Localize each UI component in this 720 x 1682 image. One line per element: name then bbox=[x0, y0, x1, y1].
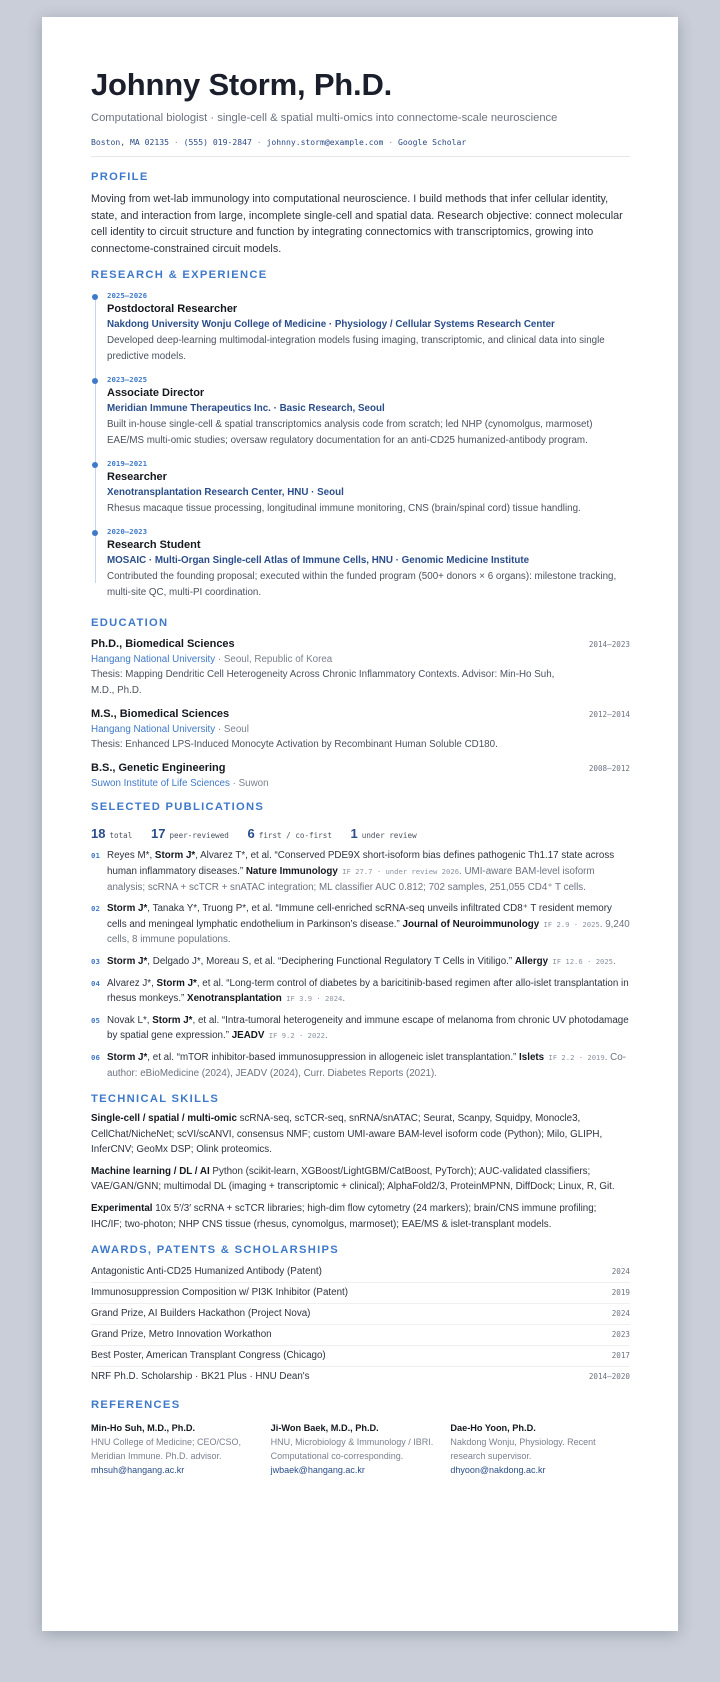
award-year: 2024 bbox=[611, 1309, 630, 1319]
stat-label: peer-reviewed bbox=[169, 831, 229, 841]
award-label: Immunosuppression Composition w/ PI3K Inhibitor (Patent) bbox=[91, 1287, 349, 1299]
publication-impact: IF 12.6 · 2025 bbox=[548, 956, 614, 966]
contact-location: Boston, MA 02135 bbox=[91, 137, 169, 147]
candidate-name: Johnny Storm, Ph.D. bbox=[91, 67, 393, 102]
stat-number: 18 bbox=[91, 826, 106, 842]
timeline-dot bbox=[92, 294, 98, 300]
experience-role: Research Student bbox=[107, 539, 201, 552]
stat-peer-reviewed bbox=[151, 823, 229, 842]
publication-journal: Islets bbox=[519, 1051, 545, 1063]
section-title-skills: TECHNICAL SKILLS bbox=[91, 1093, 220, 1106]
resume-page bbox=[42, 17, 678, 1631]
experience-role: Postdoctoral Researcher bbox=[107, 303, 238, 316]
reference-name: Min-Ho Suh, M.D., Ph.D. bbox=[91, 1423, 196, 1434]
experience-timeline bbox=[91, 291, 630, 601]
publication-impact: IF 9.2 · 2022 bbox=[264, 1031, 325, 1041]
stat-label: first / co-first bbox=[258, 831, 332, 841]
experience-item bbox=[91, 459, 630, 517]
publication-list bbox=[91, 848, 630, 1081]
education-years: 2014–2023 bbox=[588, 640, 630, 650]
publication-citation: , et al. “Intra-tumoral heterogeneity and immune escape of melanoma from chronic UV photodamage by spatial gene expression.” bbox=[107, 1014, 629, 1042]
publication-impact: IF 27.7 · under review 2026 bbox=[337, 866, 460, 876]
award-item bbox=[91, 1346, 630, 1367]
education-thesis: Thesis: Enhanced LPS-Induced Monocyte Activation by Recombinant Human Soluble CD180. bbox=[91, 739, 498, 751]
timeline-dot bbox=[92, 462, 98, 468]
experience-org: Nakdong University Wonju College of Medicine · Physiology / Cellular Systems Research Center bbox=[107, 319, 555, 331]
publication-note: . 9,240 cells, 8 immune populations. bbox=[107, 918, 630, 946]
publication-impact: IF 2.2 · 2019 bbox=[544, 1052, 605, 1062]
contact-phone: (555) 019-2847 bbox=[183, 137, 252, 147]
publication-authors-pre: Alvarez J*, bbox=[107, 977, 157, 989]
skill-group bbox=[91, 1111, 630, 1158]
publication-item bbox=[91, 1013, 630, 1044]
publication-item bbox=[91, 848, 630, 895]
skill-group-label: Experimental bbox=[91, 1203, 153, 1215]
education-list bbox=[91, 638, 630, 789]
education-school: Suwon Institute of Life Sciences bbox=[91, 778, 230, 790]
publication-self-author: Storm J* bbox=[107, 1051, 148, 1063]
experience-desc: Rhesus macaque tissue processing, longitudinal immune monitoring, CNS (brain/spinal cord) tissue handling. bbox=[107, 503, 581, 515]
publication-authors-pre: Reyes M*, bbox=[107, 850, 155, 862]
header-divider bbox=[91, 156, 630, 157]
stat-first-author bbox=[248, 823, 332, 842]
experience-date: 2025–2026 bbox=[107, 291, 148, 301]
publication-note: . bbox=[613, 955, 616, 967]
tagline: Computational biologist · single-cell & spatial multi-omics into connectome-scale neuroscience bbox=[91, 112, 558, 124]
publication-number: 05 bbox=[91, 1015, 100, 1025]
education-school-line bbox=[91, 654, 630, 665]
education-degree: M.S., Biomedical Sciences bbox=[91, 708, 230, 721]
award-item bbox=[91, 1283, 630, 1304]
skill-group-text: Python (scikit-learn, XGBoost/LightGBM/CatBoost, PyTorch); AUC-validated classifiers; VAE/GAN/GNN; multimodal DL (imaging + transcriptomic + clinical); AlphaFold2/3, ProteinMPNN, DiffDock; Linux, R, Git. bbox=[91, 1165, 615, 1193]
education-location: · Seoul, Republic of Korea bbox=[215, 654, 333, 666]
section-title-awards: AWARDS, PATENTS & SCHOLARSHIPS bbox=[91, 1244, 340, 1257]
contact-separator: · bbox=[251, 137, 267, 147]
award-label: Best Poster, American Transplant Congress (Chicago) bbox=[91, 1350, 326, 1362]
timeline-dot bbox=[92, 378, 98, 384]
publication-number: 04 bbox=[91, 978, 100, 988]
experience-desc: Developed deep-learning multimodal-integration models fusing imaging, transcriptomic, and clinical data into single predictive models. bbox=[107, 335, 605, 363]
skill-group bbox=[91, 1164, 630, 1195]
award-item bbox=[91, 1262, 630, 1283]
skill-group-label: Single-cell / spatial / multi-omic bbox=[91, 1113, 237, 1125]
publication-impact: IF 3.9 · 2024 bbox=[281, 994, 343, 1004]
publication-authors-pre: Novak L*, bbox=[107, 1014, 153, 1026]
experience-role: Researcher bbox=[107, 471, 167, 484]
award-label: Antagonistic Anti-CD25 Humanized Antibody (Patent) bbox=[91, 1266, 322, 1278]
publication-number: 02 bbox=[91, 904, 100, 914]
award-year: 2014–2020 bbox=[588, 1372, 630, 1382]
publication-impact: IF 2.9 · 2025 bbox=[539, 919, 600, 929]
award-item bbox=[91, 1367, 630, 1387]
reference-email-link[interactable]: dhyoon@nakdong.ac.kr bbox=[450, 1465, 546, 1476]
stat-number: 17 bbox=[150, 826, 166, 842]
skill-group bbox=[91, 1201, 630, 1232]
award-year: 2023 bbox=[611, 1330, 630, 1340]
stat-total bbox=[91, 823, 132, 842]
contact-line bbox=[91, 137, 630, 147]
google-scholar-link[interactable]: Google Scholar bbox=[398, 137, 467, 147]
reference-item bbox=[271, 1421, 451, 1477]
stat-number: 6 bbox=[247, 826, 255, 842]
experience-org: MOSAIC · Multi-Organ Single-cell Atlas of Immune Cells, HNU · Genomic Medicine Institute bbox=[107, 555, 530, 567]
education-thesis: Thesis: Mapping Dendritic Cell Heterogeneity Across Chronic Inflammatory Contexts. Advisor: Min-Ho Suh, M.D., Ph.D. bbox=[91, 669, 555, 697]
contact-email-link[interactable]: johnny.storm@example.com bbox=[266, 137, 384, 147]
contact-separator: · bbox=[168, 137, 184, 147]
contact-separator: · bbox=[383, 137, 399, 147]
profile-text: Moving from wet-lab immunology into computational neuroscience. I build methods that infer cellular identity, state, and interaction from large, incomplete single-cell and spatial data. Research objective: connect molecular cell identity to circuit structure and function by integrating connectomics with transcriptomics, growing into connectome-constrained circuit models. bbox=[91, 193, 623, 255]
education-school-line bbox=[91, 724, 630, 735]
reference-item bbox=[450, 1421, 630, 1477]
publication-item bbox=[91, 954, 630, 970]
publication-self-author: Storm J* bbox=[152, 1014, 193, 1026]
publication-citation: , Delgado J*, Moreau S, et al. “Deciphering Functional Regulatory T Cells in Vitiligo.” bbox=[147, 955, 515, 967]
reference-name: Dae-Ho Yoon, Ph.D. bbox=[450, 1423, 536, 1434]
publication-note: . bbox=[324, 1030, 328, 1042]
education-years: 2008–2012 bbox=[588, 764, 630, 774]
timeline-dot bbox=[92, 530, 98, 536]
publication-note: . Co-author: eBioMedicine (2024), JEADV (2024), Curr. Diabetes Reports (2021). bbox=[107, 1051, 626, 1079]
publication-number: 06 bbox=[91, 1052, 100, 1062]
stat-under-review bbox=[351, 823, 417, 842]
awards-list bbox=[91, 1262, 630, 1387]
award-year: 2024 bbox=[611, 1267, 630, 1277]
publication-journal: Xenotransplantation bbox=[187, 993, 282, 1005]
education-location: · Suwon bbox=[229, 778, 269, 790]
publication-citation: , Tanaka Y*, Truong P*, et al. “Immune cell-enriched scRNA-seq unveils infiltrated CD8⁺ T resident memory cells and meningeal lymphatic endothelium in Parkinson’s disease.” bbox=[107, 903, 612, 930]
stat-label: under review bbox=[361, 831, 417, 841]
publication-stats bbox=[91, 823, 630, 842]
award-label: Grand Prize, AI Builders Hackathon (Project Nova) bbox=[91, 1308, 311, 1320]
publication-number: 01 bbox=[91, 851, 100, 861]
experience-date: 2020–2023 bbox=[107, 527, 148, 537]
experience-item bbox=[91, 527, 630, 601]
education-school: Hangang National University bbox=[91, 724, 216, 736]
experience-desc: Contributed the founding proposal; executed within the funded program (500+ donors × 6 organs): milestone tracking, multi-site QC, multi-PI coordination. bbox=[107, 571, 617, 599]
education-item bbox=[91, 638, 630, 699]
reference-desc: Nakdong Wonju, Physiology. Recent research supervisor. bbox=[450, 1437, 596, 1462]
reference-desc: HNU College of Medicine; CEO/CSO, Meridian Immune. Ph.D. advisor. bbox=[91, 1437, 242, 1462]
education-school: Hangang National University bbox=[91, 654, 216, 666]
experience-item bbox=[91, 375, 630, 449]
publication-self-author: Storm J* bbox=[107, 955, 148, 967]
experience-item bbox=[91, 291, 630, 365]
education-location: · Seoul bbox=[215, 724, 249, 736]
publication-journal: Journal of Neuroimmunology bbox=[402, 918, 540, 930]
award-year: 2017 bbox=[611, 1351, 630, 1361]
skills-list bbox=[91, 1111, 630, 1232]
section-title-references: REFERENCES bbox=[91, 1399, 181, 1412]
experience-org: Meridian Immune Therapeutics Inc. · Basic Research, Seoul bbox=[107, 403, 385, 415]
section-title-experience: RESEARCH & EXPERIENCE bbox=[91, 269, 268, 282]
stat-number: 1 bbox=[350, 826, 358, 842]
section-title-publications: SELECTED PUBLICATIONS bbox=[91, 801, 265, 814]
publication-self-author: Storm J* bbox=[107, 903, 148, 915]
publication-note: . UMI-aware BAM-level isoform analysis; scRNA + scTCR + snATAC integration; ML classifier AUC 0.812; 702 samples, 251,055 CD4⁺ T cells. bbox=[107, 865, 595, 893]
publication-citation: , Alvarez T*, et al. “Conserved PDE9X short-isoform bias defines pathogenic Th1.17 state across human inflammatory diseases.” bbox=[107, 850, 615, 877]
skill-group-text: scRNA-seq, scTCR-seq, snRNA/snATAC; Seurat, Scanpy, Squidpy, Monocle3, CellChat/NicheNet; scVI/scANVI, consensus NMF; custom UMI-aware BAM-level isoform code (Python); Milo, GLIPH, InferCNV; GeoMx DSP; Olink proteomics. bbox=[91, 1113, 603, 1156]
education-school-line bbox=[91, 778, 630, 789]
award-item bbox=[91, 1325, 630, 1346]
award-item bbox=[91, 1304, 630, 1325]
reference-item bbox=[91, 1421, 271, 1477]
reference-email-link[interactable]: mhsuh@hangang.ac.kr bbox=[91, 1465, 185, 1476]
publication-self-author: Storm J* bbox=[156, 977, 197, 989]
award-label: Grand Prize, Metro Innovation Workathon bbox=[91, 1329, 272, 1341]
education-degree: Ph.D., Biomedical Sciences bbox=[91, 638, 235, 651]
experience-org: Xenotransplantation Research Center, HNU · Seoul bbox=[107, 487, 344, 499]
publication-journal: Nature Immunology bbox=[245, 865, 338, 877]
publication-self-author: Storm J* bbox=[154, 850, 196, 862]
publication-number: 03 bbox=[91, 956, 100, 966]
experience-desc: Built in-house single-cell & spatial transcriptomics analysis code from scratch; led NHP (cynomolgus, marmoset) EAE/MS multi-omic studies; oversaw regulatory documentation for an anti-CD25 humanized-antibody program. bbox=[107, 419, 593, 447]
reference-name: Ji-Won Baek, M.D., Ph.D. bbox=[270, 1423, 379, 1434]
publication-citation: , et al. “Long-term control of diabetes by a baricitinib-based regimen after allo-islet transplantation in rhesus monkeys.” bbox=[107, 977, 629, 1005]
experience-date: 2019–2021 bbox=[107, 459, 148, 469]
award-year: 2019 bbox=[611, 1288, 630, 1298]
education-item bbox=[91, 762, 630, 789]
experience-role: Associate Director bbox=[107, 387, 205, 400]
education-degree: B.S., Genetic Engineering bbox=[91, 762, 226, 775]
stat-label: total bbox=[109, 831, 133, 841]
skill-group-text: 10x 5′/3′ scRNA + scTCR libraries; high-dim flow cytometry (24 markers); brain/CNS immune profiling; IHC/IF; two-photon; NHP CNS tissue (rhesus, cynomolgus, marmoset); EAE/MS & islet-transplant models. bbox=[91, 1203, 597, 1230]
section-title-education: EDUCATION bbox=[91, 617, 169, 630]
publication-note: . bbox=[342, 993, 346, 1005]
publication-item bbox=[91, 901, 630, 948]
award-label: NRF Ph.D. Scholarship · BK21 Plus · HNU Dean's bbox=[91, 1371, 310, 1383]
publication-citation: , et al. “mTOR inhibitor-based immunosuppression in allogeneic islet transplantation.” bbox=[147, 1051, 520, 1063]
experience-date: 2023–2025 bbox=[107, 375, 148, 385]
references-list bbox=[91, 1421, 630, 1477]
publication-journal: JEADV bbox=[231, 1030, 265, 1042]
section-title-profile: PROFILE bbox=[91, 171, 149, 183]
reference-desc: HNU, Microbiology & Immunology / IBRI. Computational co-corresponding. bbox=[270, 1437, 434, 1462]
publication-item bbox=[91, 1050, 630, 1081]
reference-email-link[interactable]: jwbaek@hangang.ac.kr bbox=[270, 1465, 365, 1476]
publication-item bbox=[91, 976, 630, 1007]
education-years: 2012–2014 bbox=[588, 710, 630, 720]
education-item bbox=[91, 708, 630, 753]
publication-journal: Allergy bbox=[514, 955, 549, 967]
skill-group-label: Machine learning / DL / AI bbox=[91, 1165, 210, 1177]
